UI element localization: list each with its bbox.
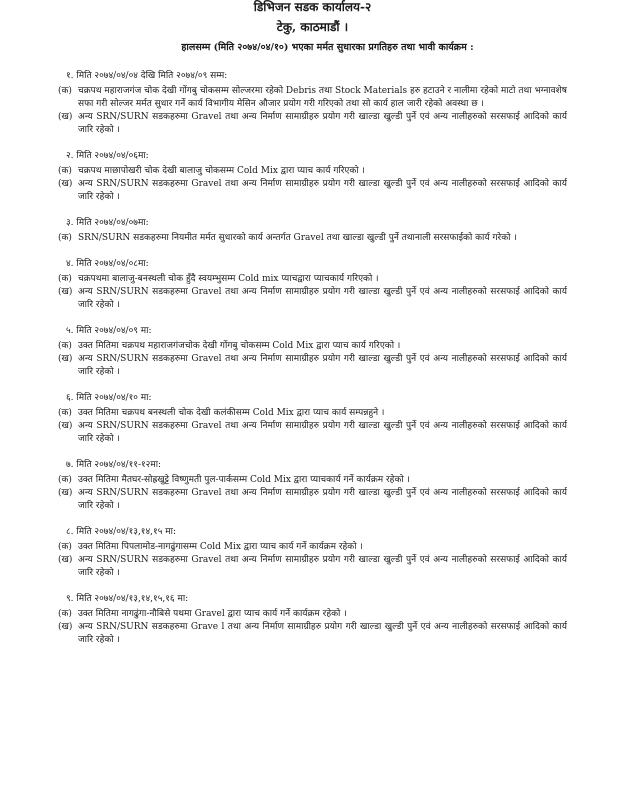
progress-section [58,392,567,446]
item-text: अन्य SRN/SURN सडकहरुमा Gravel तथा अन्य निर्माण सामाग्रीहरु प्रयोग गरी खाल्डा खुल्डी पुर्ने एवं अन्य नालीहरुको सरसफाई आदिको कार्य जारि रहेको । [78,555,567,578]
office-location: टेकु, काठमाडौं । [276,20,349,34]
list-item [58,474,567,487]
item-text: उक्त मितिमा मैतघर-सोह्रखुट्टे विष्णुमती पुल-पार्कसम्म Cold Mix द्वारा प्याचकार्य गर्ने कार्यक्रम रहेको । [78,475,410,485]
item-text: SRN/SURN सडकहरुमा नियमीत मर्मत सुधारको कार्य अन्तर्गत Gravel तथा खाल्डा खुल्डी पुर्ने तथानाली सरसफाईको कार्य गरेको । [78,233,517,243]
item-marker: (ख) [58,179,73,189]
list-item [58,353,567,379]
section-date-heading: ४. मिति २०७४/०४/०८मा: [66,259,149,269]
document-header [58,0,567,54]
item-text: उक्त मितिमा पिपलामोड-नागढुंगासम्म Cold Mix द्वारा प्याच कार्य गर्ने कार्यक्रम रहेको । [78,542,363,552]
item-text: अन्य SRN/SURN सडकहरुमा Gravel तथा अन्य निर्माण सामाग्रीहरु प्रयोग गरी खाल्डा खुल्डी पुर्ने एवं अन्य नालीहरुको सरसफाई आदिको कार्य जारि रहेको । [78,488,567,511]
section-date-heading: २. मिति २०७४/०४/०६मा: [66,151,149,161]
item-text: अन्य SRN/SURN सडकहरुमा Gravel तथा अन्य निर्माण सामाग्रीहरु प्रयोग गरी खाल्डा खुल्डी पुर्ने एवं अन्य नालीहरुको सरसफाई आदिको कार्य जारि रहेको । [78,112,567,135]
list-item [58,608,567,621]
item-marker: (ख) [58,622,73,632]
list-item [58,232,567,245]
item-text: उक्त मितिमा चक्रपथ बनस्थली चोक देखी कलंकीसम्म Cold Mix द्वारा प्याच कार्य सम्पन्नहुने । [78,408,385,418]
item-text: अन्य SRN/SURN सडकहरुमा Gravel तथा अन्य निर्माण सामाग्रीहरु प्रयोग गरी खाल्डा खुल्डी पुर्ने एवं अन्य नालीहरुको सरसफाई आदिको कार्य जारि रहेको । [78,179,567,202]
section-date-heading: ५. मिति २०७४/०४/०९ मा: [66,326,152,336]
item-marker: (क) [58,233,72,243]
list-item [58,85,567,111]
item-marker: (क) [58,166,72,176]
office-name: डिभिजन सडक कार्यालय-२ [253,0,372,14]
progress-section [58,526,567,580]
list-item [58,165,567,178]
progress-sections [58,70,567,647]
item-marker: (ख) [58,112,73,122]
progress-section [58,325,567,379]
item-marker: (ख) [58,555,73,565]
section-date-heading: १. मिति २०७४/०४/०४ देखि मिति २०७४/०९ सम्म: [66,71,228,81]
document-title: हालसम्म (मिति २०७४/०४/१०) भएका मर्मत सुधारका प्रगतिहरु तथा भावी कार्यक्रम : [181,42,474,53]
item-text: अन्य SRN/SURN सडकहरुमा Gravel तथा अन्य निर्माण सामाग्रीहरु प्रयोग गरी खाल्डा खुल्डी पुर्ने एवं अन्य नालीहरुको सरसफाई आदिको कार्य जारि रहेको । [78,287,567,310]
item-marker: (क) [58,86,72,96]
item-marker: (क) [58,609,72,619]
section-date-heading: ८. मिति २०७४/०४/१३,१४,१५ मा: [66,527,176,537]
section-date-heading: ९. मिति २०७४/०४/१३,१४,१५,१६ मा: [66,594,189,604]
item-text: चक्रपथ महाराजगंज चोक देखी गोंगबु चोकसम्म सोल्जरमा रहेको Debris तथा Stock Materials हरु हटाउने र नालीमा रहेको माटो तथा भग्नावशेष सफा गरी सोल्जर मर्मत सुधार गर्ने कार्य विभागीय मेसिन औजार प्रयोग गरी गरिएको तथा सो कार्य हाल जारी रहेको अवस्था छ । [78,86,567,109]
list-item [58,621,567,647]
item-text: उक्त मितिमा नागढुंगा-नौबिसे पथमा Gravel द्वारा प्याच कार्य गर्ने कार्यक्रम रहेको । [78,609,347,619]
section-date-heading: ७. मिति २०७४/०४/११-१२मा: [66,460,162,470]
item-text: चक्रपथ माछापोखरी चोक देखी बालाजु चोकसम्म Cold Mix द्वारा प्याच कार्य गरिएको । [78,166,365,176]
item-text: अन्य SRN/SURN सडकहरुमा Gravel तथा अन्य निर्माण सामाग्रीहरु प्रयोग गरी खाल्डा खुल्डी पुर्ने एवं अन्य नालीहरुको सरसफाई आदिको कार्य जारि रहेको । [78,421,567,444]
item-marker: (क) [58,274,72,284]
progress-section [58,150,567,204]
list-item [58,286,567,312]
item-marker: (ख) [58,421,73,431]
list-item [58,407,567,420]
progress-section [58,70,567,137]
item-marker: (ख) [58,287,73,297]
item-marker: (क) [58,341,72,351]
list-item [58,541,567,554]
list-item [58,178,567,204]
item-text: अन्य SRN/SURN सडकहरुमा Gravel तथा अन्य निर्माण सामाग्रीहरु प्रयोग गरी खाल्डा खुल्डी पुर्ने एवं अन्य नालीहरुको सरसफाई आदिको कार्य जारि रहेको । [78,354,567,377]
section-date-heading: ६. मिति २०७४/०४/१० मा: [66,393,152,403]
list-item [58,273,567,286]
list-item [58,340,567,353]
progress-section [58,459,567,513]
item-text: उक्त मितिमा चक्रपथ महाराजगंजचोक देखी गोंगबु चोकसम्म Cold Mix द्वारा प्याच कार्य गरिएको । [78,341,401,351]
item-marker: (क) [58,408,72,418]
progress-section [58,593,567,647]
list-item [58,111,567,137]
section-date-heading: ३. मिति २०७४/०४/०७मा: [66,218,149,228]
item-marker: (क) [58,475,72,485]
item-marker: (ख) [58,488,73,498]
list-item [58,487,567,513]
item-text: चक्रपथमा बालाजु-बनस्थली चोक हुँदै स्वयम्भुसम्म Cold mix प्याचद्वारा प्याचकार्य गरिएको । [78,274,379,284]
list-item [58,420,567,446]
progress-section [58,258,567,312]
list-item [58,554,567,580]
item-text: अन्य SRN/SURN सडकहरुमा Grave l तथा अन्य निर्माण सामाग्रीहरु प्रयोग गरी खाल्डा खुल्डी पुर्ने एवं अन्य नालीहरुको सरसफाई आदिको कार्य जारि रहेको । [78,622,567,645]
progress-section [58,217,567,245]
item-marker: (ख) [58,354,73,364]
item-marker: (क) [58,542,72,552]
